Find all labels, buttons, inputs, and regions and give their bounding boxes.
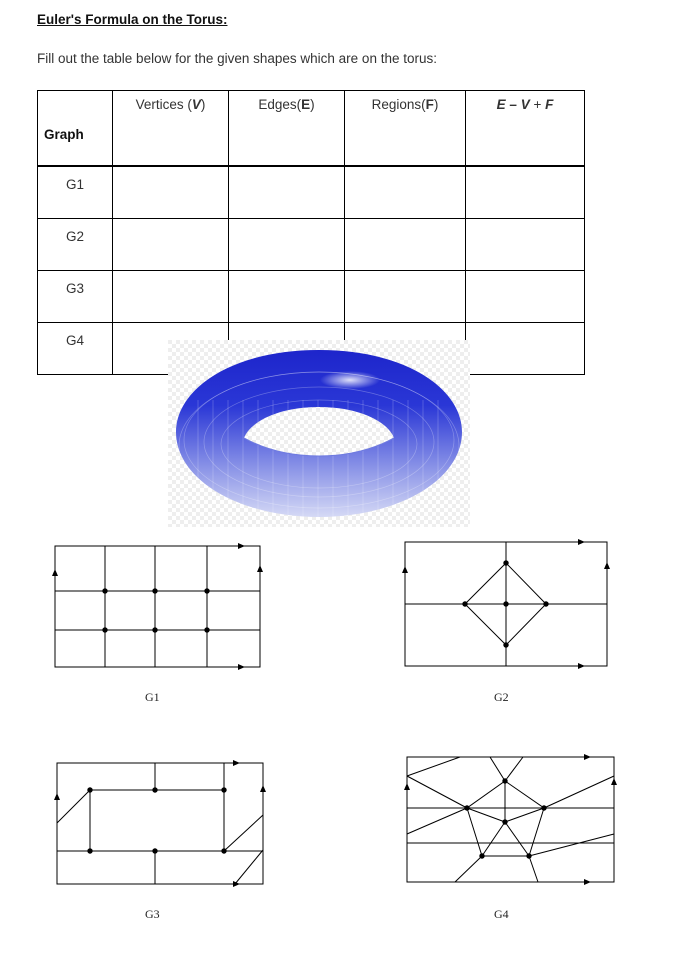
caption-g3: G3 bbox=[145, 907, 160, 921]
caption-g2: G2 bbox=[494, 690, 509, 704]
graph-g2 bbox=[398, 534, 614, 674]
cell-g1-regions[interactable] bbox=[345, 166, 466, 219]
cell-g3-vertices[interactable] bbox=[113, 271, 229, 323]
cell-g2-formula[interactable] bbox=[466, 219, 585, 271]
caption-g4: G4 bbox=[494, 907, 509, 921]
table-row bbox=[38, 271, 585, 323]
header-graph: Graph bbox=[38, 91, 113, 167]
cell-g1-vertices[interactable] bbox=[113, 166, 229, 219]
caption-g1: G1 bbox=[145, 690, 160, 704]
cell-g3-edges[interactable] bbox=[229, 271, 345, 323]
g3-vertices bbox=[87, 787, 226, 853]
cell-g2-vertices[interactable] bbox=[113, 219, 229, 271]
page-title: Euler's Formula on the Torus: bbox=[37, 12, 228, 27]
euler-table bbox=[37, 90, 585, 375]
g1-frame bbox=[55, 546, 260, 667]
row-label-g4: G4 bbox=[38, 323, 113, 375]
cell-g1-edges[interactable] bbox=[229, 166, 345, 219]
g3-frame bbox=[57, 763, 263, 884]
g1-arrows bbox=[52, 543, 263, 670]
row-label-g3: G3 bbox=[38, 271, 113, 323]
instruction-text: Fill out the table below for the given shapes which are on the torus: bbox=[37, 51, 437, 66]
row-label-g1: G1 bbox=[38, 166, 113, 219]
cell-g3-regions[interactable] bbox=[345, 271, 466, 323]
header-regions: Regions(F) bbox=[345, 91, 466, 167]
cell-g3-formula[interactable] bbox=[466, 271, 585, 323]
graph-g1 bbox=[48, 538, 270, 672]
table-row bbox=[38, 219, 585, 271]
graph-g3 bbox=[50, 755, 272, 889]
g1-vertices bbox=[102, 588, 209, 632]
cell-g2-edges[interactable] bbox=[229, 219, 345, 271]
table-row bbox=[38, 166, 585, 219]
cell-g1-formula[interactable] bbox=[466, 166, 585, 219]
header-edges: Edges(E) bbox=[229, 91, 345, 167]
row-label-g2: G2 bbox=[38, 219, 113, 271]
cell-g2-regions[interactable] bbox=[345, 219, 466, 271]
graph-g4 bbox=[400, 750, 622, 888]
header-vertices: Vertices (V) bbox=[113, 91, 229, 167]
cell-g4-formula[interactable] bbox=[466, 323, 585, 375]
torus-image bbox=[168, 340, 470, 527]
header-formula: E – V + F bbox=[466, 91, 585, 167]
table-header-row bbox=[38, 91, 585, 167]
g3-arrows bbox=[54, 760, 266, 887]
